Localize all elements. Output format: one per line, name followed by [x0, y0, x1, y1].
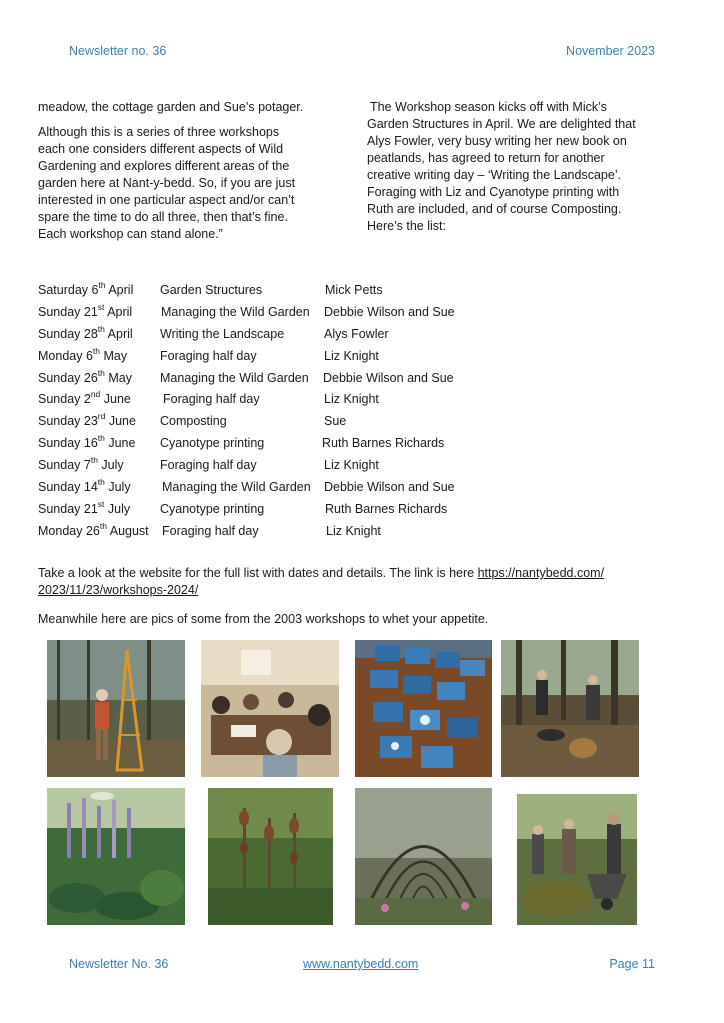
photo-wild-garden — [208, 788, 333, 925]
photo-willow-tunnel — [355, 788, 492, 925]
schedule-date-month: July — [97, 458, 124, 473]
schedule-date — [38, 433, 136, 451]
schedule-workshop: Foraging half day — [160, 458, 257, 473]
footer-page-number: Page 11 — [609, 957, 655, 971]
schedule-leader: Liz Knight — [324, 392, 379, 407]
schedule-date — [38, 498, 131, 516]
schedule-workshop: Cyanotype printing — [160, 501, 265, 516]
schedule-date-month: July — [104, 480, 131, 495]
schedule-date-suffix: th — [97, 323, 105, 334]
schedule-date-month: June — [100, 392, 131, 407]
schedule-date — [38, 367, 132, 385]
footer-newsletter-number: Newsletter No. 36 — [69, 957, 169, 971]
schedule-date — [38, 520, 149, 538]
schedule-date — [38, 323, 133, 341]
schedule-date-suffix: th — [99, 520, 107, 531]
photo-composting — [517, 794, 637, 925]
schedule-date-month: June — [104, 436, 136, 451]
schedule-date — [38, 477, 131, 495]
right-column — [367, 99, 642, 243]
schedule-workshop: Cyanotype printing — [160, 436, 265, 451]
schedule-workshop: Managing the Wild Garden — [161, 304, 310, 319]
schedule-workshop: Foraging half day — [160, 348, 257, 363]
schedule-leader: Debbie Wilson and Sue — [323, 370, 454, 385]
schedule-leader: Ruth Barnes Richards — [325, 501, 448, 516]
schedule-leader: Debbie Wilson and Sue — [324, 304, 455, 319]
schedule-workshop: Managing the Wild Garden — [160, 370, 309, 385]
schedule-date-month: July — [104, 501, 131, 516]
schedule-leader: Alys Fowler — [324, 326, 389, 341]
schedule-workshop: Garden Structures — [160, 283, 263, 297]
schedule-leader: Ruth Barnes Richards — [322, 436, 445, 451]
schedule-date-day: Sunday 21 — [38, 304, 98, 319]
right-paragraph-1: The Workshop season kicks off with Mick’s Garden Structures in April. We are delighted that Alys Fowler, very busy writing her new book on peatlands, has agreed to return for another creative writing day – ‘Writing the Landscape’. Foraging with Liz and Cyanotype printing with Ruth are included, and of course Composting. Here’s the list: — [367, 100, 636, 233]
website-paragraph — [38, 565, 688, 599]
footer-website — [303, 957, 418, 971]
schedule-date-day: Saturday 6 — [38, 283, 99, 297]
photo-garden-plants — [47, 788, 185, 925]
schedule-date-suffix: th — [90, 455, 98, 466]
schedule-leader: Liz Knight — [324, 458, 379, 473]
website-text: Take a look at the website for the full list with dates and details. The link is here — [38, 566, 478, 580]
schedule-date — [38, 345, 128, 363]
schedule-leader: Debbie Wilson and Sue — [324, 480, 455, 495]
schedule-date-month: April — [104, 304, 133, 319]
schedule-date-suffix: rd — [97, 411, 106, 422]
schedule-date-suffix: th — [98, 280, 106, 290]
schedule-date — [38, 280, 134, 297]
schedule-date-month: April — [104, 326, 133, 341]
schedule-workshop: Managing the Wild Garden — [162, 480, 311, 495]
photo-writing-workshop — [201, 640, 339, 777]
schedule-date-suffix: st — [97, 301, 105, 312]
schedule-date-day: Monday 26 — [38, 523, 100, 538]
schedule-workshop: Foraging half day — [163, 392, 260, 407]
photo-foraging-woods — [501, 640, 639, 777]
schedule-date-day: Sunday 21 — [38, 501, 98, 516]
workshops-link-part-2: 2023/11/23/workshops-2024/ — [38, 583, 199, 597]
schedule-date-suffix: th — [92, 345, 100, 356]
left-column — [38, 99, 306, 251]
schedule-date-day: Sunday 16 — [38, 436, 98, 451]
photo-cyanotype-prints — [355, 640, 492, 777]
schedule-leader: Liz Knight — [324, 348, 379, 363]
workshops-link-part-1: https://nantybedd.com/ — [477, 566, 605, 580]
schedule-workshop: Writing the Landscape — [160, 326, 285, 341]
schedule-date-suffix: th — [97, 367, 105, 378]
schedule-workshop: Foraging half day — [162, 523, 259, 538]
schedule-date-day: Sunday 23 — [38, 414, 98, 429]
schedule-date-day: Sunday 7 — [38, 458, 91, 473]
schedule-date-suffix: st — [97, 498, 105, 509]
header-newsletter-number: Newsletter no. 36 — [69, 44, 167, 58]
schedule-date — [38, 301, 133, 319]
schedule-date-suffix: th — [97, 433, 105, 444]
schedule-leader: Sue — [324, 414, 347, 429]
schedule-leader: Mick Petts — [325, 283, 383, 297]
schedule-date-day: Sunday 14 — [38, 480, 98, 495]
website-link[interactable]: www.nantybedd.com — [303, 957, 419, 971]
header-date: November 2023 — [566, 44, 655, 58]
schedule-leader: Liz Knight — [326, 523, 381, 538]
schedule-date — [38, 389, 131, 407]
photo-garden-structures — [47, 640, 185, 777]
schedule-date-day: Monday 6 — [38, 348, 93, 363]
left-paragraph-2: Although this is a series of three workshops each one considers different aspects of Wild Gardening and explores different areas of the garden here at Nant-y-bedd. So, if you are just interested in one particular aspect and/or can’t spare the time to do all three, then that’s fine. Each workshop can stand alone.” — [38, 125, 296, 241]
pics-paragraph: Meanwhile here are pics of some from the 2003 workshops to whet your appetite. — [38, 612, 489, 626]
left-paragraph-1: meadow, the cottage garden and Sue’s potager. — [38, 100, 304, 114]
schedule-date-suffix: th — [97, 477, 105, 488]
schedule-date — [38, 411, 136, 429]
schedule-date-month: June — [105, 414, 136, 429]
schedule-date — [38, 455, 124, 473]
schedule-date-month: August — [106, 523, 149, 538]
schedule-date-month: May — [104, 370, 132, 385]
schedule-date-month: May — [100, 348, 128, 363]
schedule-date-day: Sunday 26 — [38, 370, 98, 385]
schedule-date-day: Sunday 2 — [38, 392, 91, 407]
schedule-workshop: Composting — [160, 414, 227, 429]
schedule-date-day: Sunday 28 — [38, 326, 98, 341]
schedule-date-month: April — [105, 283, 134, 297]
schedule-date-suffix: nd — [90, 389, 101, 400]
